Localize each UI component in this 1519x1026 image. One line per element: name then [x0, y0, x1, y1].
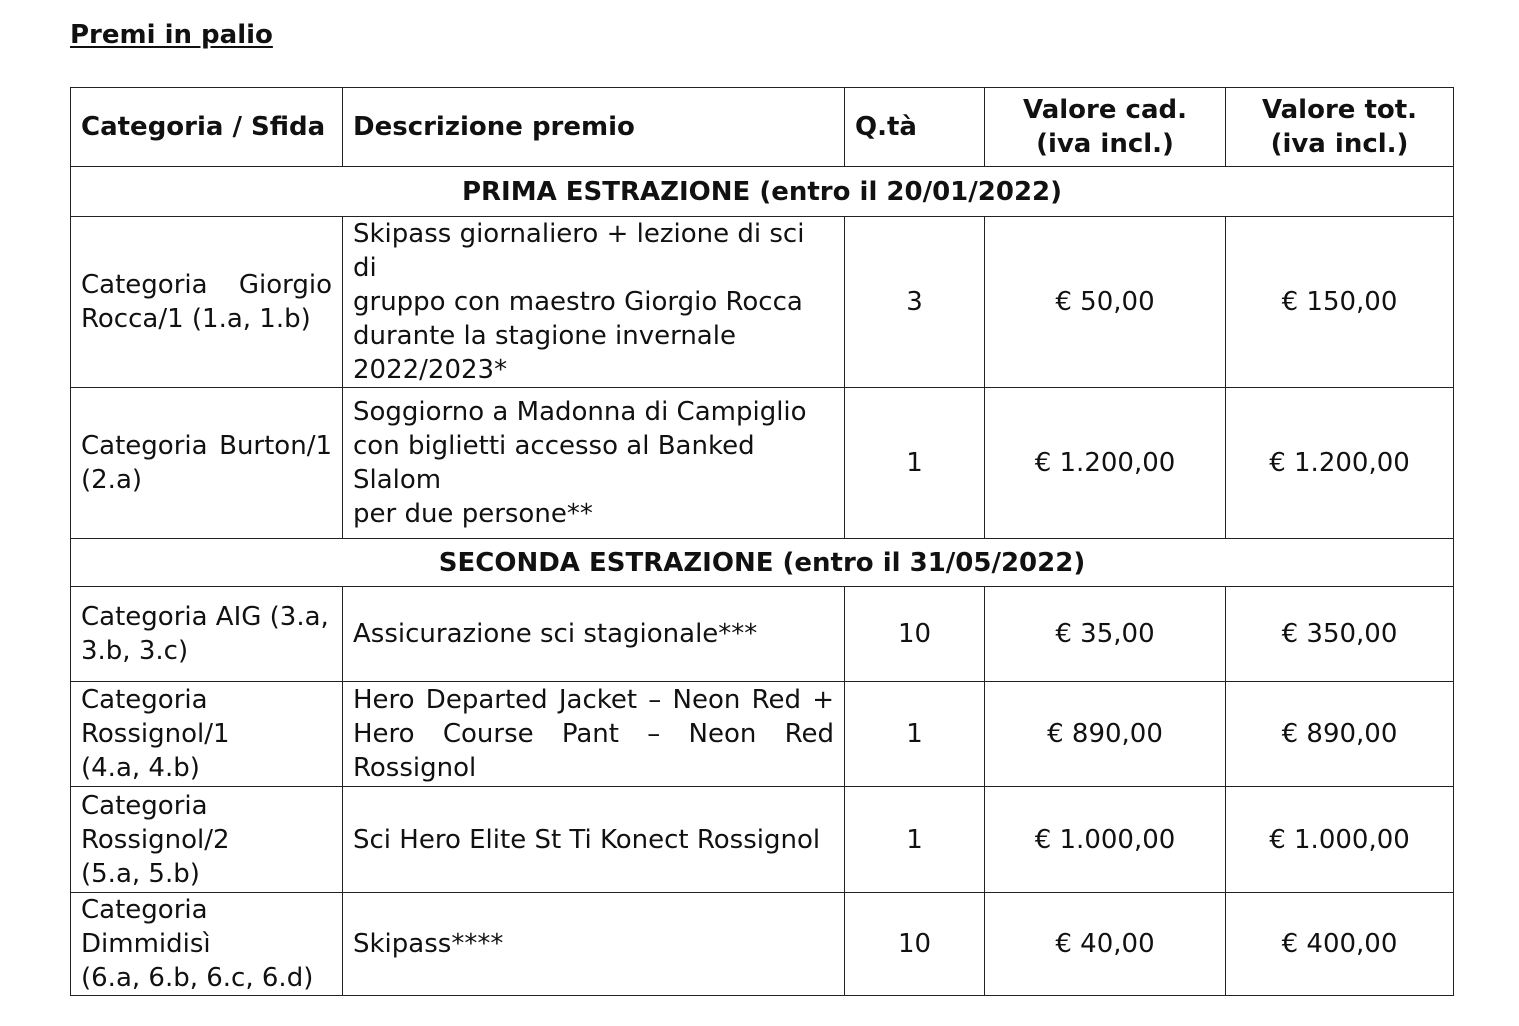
header-unit-value-line1: Valore cad.: [1023, 95, 1187, 125]
header-total-value: [1226, 88, 1454, 167]
section-title: SECONDA ESTRAZIONE (entro il 31/05/2022): [71, 539, 1454, 587]
description-cell: [343, 217, 845, 388]
category-cell: [71, 217, 343, 388]
category-cell: [71, 787, 343, 893]
qty-cell: 1: [845, 388, 985, 539]
description-line: Sci Hero Elite St Ti Konect Rossignol: [353, 824, 821, 855]
description-line: Hero Departed Jacket – Neon Red +: [353, 685, 834, 715]
qty-cell: 10: [845, 587, 985, 682]
category-line: Rossignol/2: [81, 824, 230, 855]
header-description: Descrizione premio: [343, 88, 845, 167]
unit-value-cell: € 1.200,00: [985, 388, 1226, 539]
table-row: [71, 217, 1454, 388]
category-cell: [71, 388, 343, 539]
header-total-value-line1: Valore tot.: [1261, 95, 1418, 125]
header-unit-value: [985, 88, 1226, 167]
qty-cell: 1: [845, 682, 985, 787]
total-value-cell: € 890,00: [1226, 682, 1454, 787]
table-row: [71, 682, 1454, 787]
total-value-cell: € 150,00: [1226, 217, 1454, 388]
description-line: Hero Course Pant – Neon Red: [353, 719, 834, 749]
category-line: (5.a, 5.b): [81, 858, 200, 889]
table-header-row: [71, 88, 1454, 167]
description-cell: [343, 587, 845, 682]
unit-value-cell: € 1.000,00: [985, 787, 1226, 893]
category-line: (6.a, 6.b, 6.c, 6.d): [81, 963, 314, 993]
category-line: Rossignol/1: [81, 719, 230, 749]
total-value-cell: € 350,00: [1226, 587, 1454, 682]
description-line: 2022/2023*: [353, 355, 508, 385]
unit-value-cell: € 35,00: [985, 587, 1226, 682]
total-value-cell: € 1.200,00: [1226, 388, 1454, 539]
table-row: [71, 787, 1454, 893]
total-value-cell: € 400,00: [1226, 893, 1454, 996]
header-category: Categoria / Sfida: [71, 88, 343, 167]
table-row: [71, 587, 1454, 682]
description-cell: [343, 893, 845, 996]
category-line: (4.a, 4.b): [81, 753, 200, 783]
category-cell: [71, 587, 343, 682]
description-line: Skipass****: [353, 929, 504, 959]
category-line: Rocca/1 (1.a, 1.b): [81, 304, 311, 334]
table-row: [71, 893, 1454, 996]
qty-cell: 10: [845, 893, 985, 996]
description-line: per due persone**: [353, 499, 593, 529]
unit-value-cell: € 890,00: [985, 682, 1226, 787]
header-qty: Q.tà: [845, 88, 985, 167]
description-cell: [343, 388, 845, 539]
category-cell: [71, 893, 343, 996]
description-line: Assicurazione sci stagionale***: [353, 619, 758, 649]
prizes-table: [70, 87, 1454, 996]
header-total-value-line2: (iva incl.): [1270, 129, 1409, 159]
category-line: Categoria: [81, 790, 208, 821]
section-title: PRIMA ESTRAZIONE (entro il 20/01/2022): [71, 167, 1454, 217]
category-cell: [71, 682, 343, 787]
description-line: gruppo con maestro Giorgio Rocca: [353, 287, 803, 317]
header-unit-value-line2: (iva incl.): [1036, 129, 1174, 159]
category-line: Categoria Burton/1: [81, 431, 332, 461]
description-line: Rossignol: [353, 753, 477, 783]
description-line: durante la stagione invernale: [353, 321, 736, 351]
unit-value-cell: € 40,00: [985, 893, 1226, 996]
page-title: Premi in palio: [70, 20, 273, 50]
unit-value-cell: € 50,00: [985, 217, 1226, 388]
description-line: Soggiorno a Madonna di Campiglio: [353, 397, 807, 427]
description-line: Skipass giornaliero + lezione di sci di: [353, 219, 805, 283]
description-cell: [343, 682, 845, 787]
category-line: Categoria: [81, 685, 208, 715]
qty-cell: 1: [845, 787, 985, 893]
category-line: Categoria Dimmidisì: [81, 895, 211, 959]
section-row-first-draw: [71, 167, 1454, 217]
section-row-second-draw: [71, 539, 1454, 587]
category-line: Categoria AIG (3.a,: [81, 602, 329, 632]
category-line: Categoria Giorgio: [81, 270, 332, 300]
table-row: [71, 388, 1454, 539]
category-line: (2.a): [81, 465, 143, 495]
description-line: con biglietti accesso al Banked Slalom: [353, 431, 755, 495]
category-line: 3.b, 3.c): [81, 636, 189, 666]
qty-cell: 3: [845, 217, 985, 388]
description-cell: [343, 787, 845, 893]
total-value-cell: € 1.000,00: [1226, 787, 1454, 893]
